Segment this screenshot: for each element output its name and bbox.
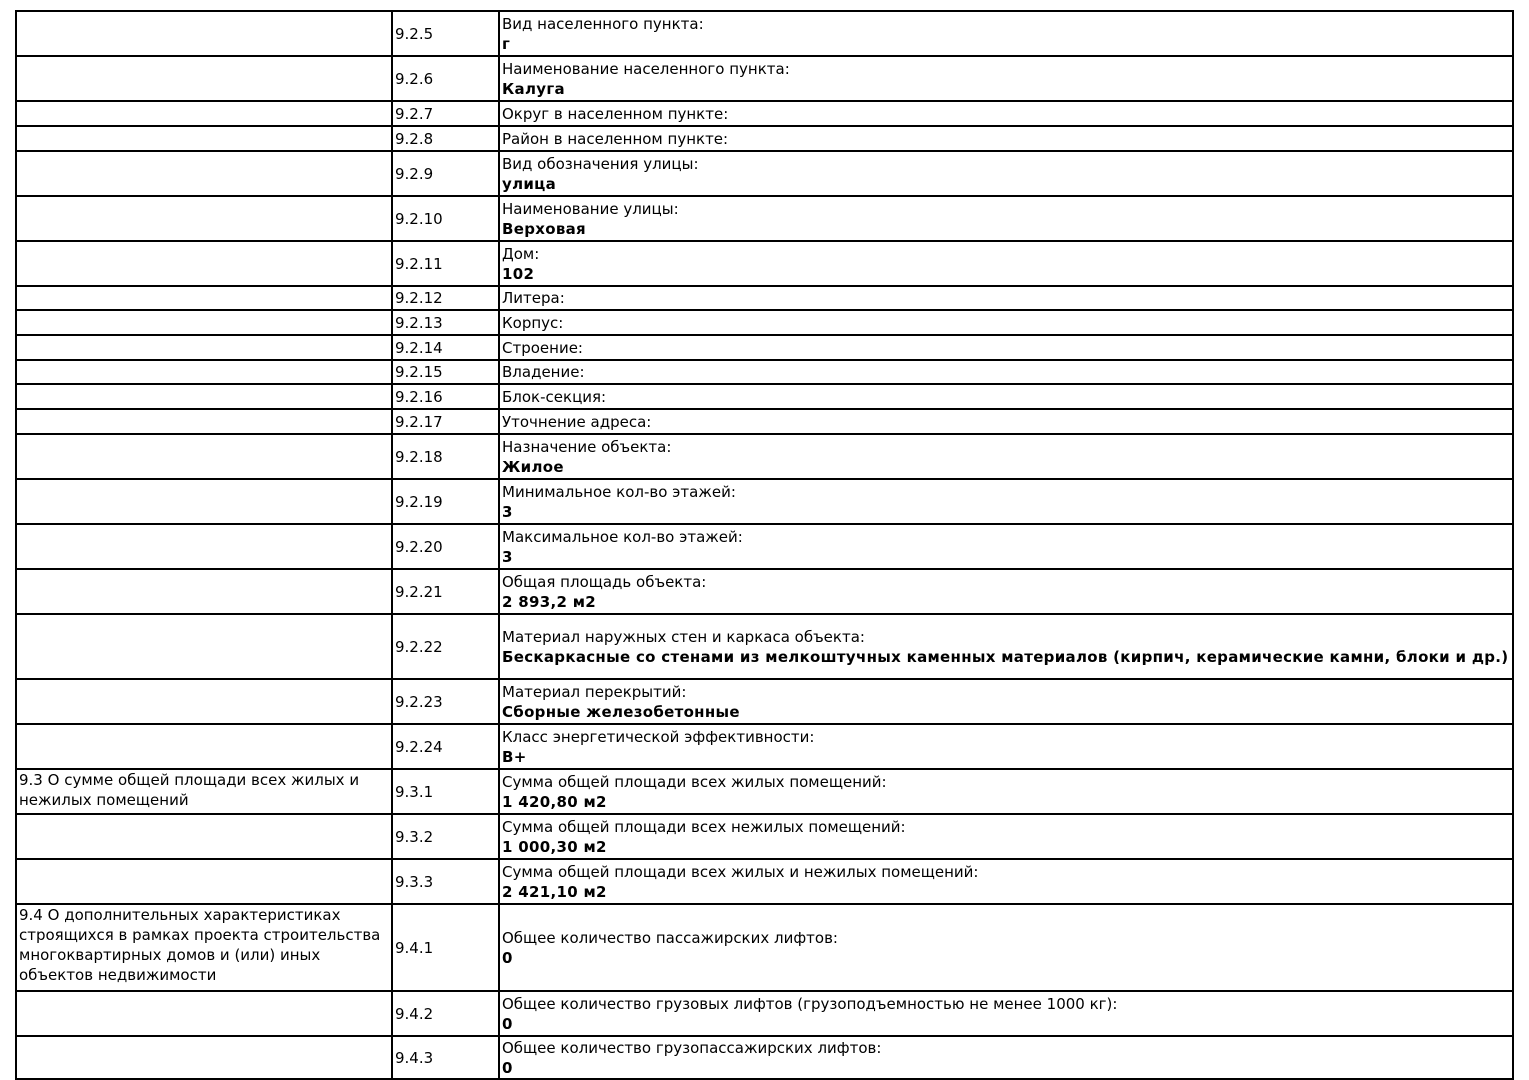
- section-cell: [16, 126, 392, 151]
- item-number: 9.3.2: [392, 814, 499, 859]
- item-label: Материал перекрытий:: [502, 682, 687, 701]
- item-number: 9.2.24: [392, 724, 499, 769]
- item-content-cell: [499, 335, 1513, 360]
- item-label: Общее количество грузовых лифтов (грузоподъемностью не менее 1000 кг):: [502, 994, 1118, 1013]
- item-content-cell: [499, 859, 1513, 904]
- item-label: Литера:: [502, 289, 565, 307]
- item-value: 2 893,2 м2: [502, 592, 597, 611]
- item-number: 9.2.9: [392, 151, 499, 196]
- item-value: 2 421,10 м2: [502, 882, 607, 901]
- section-cell: [16, 569, 392, 614]
- section-cell: [16, 196, 392, 241]
- table-row: [16, 126, 1513, 151]
- item-number: 9.4.2: [392, 991, 499, 1036]
- table-row: [16, 101, 1513, 126]
- section-cell: [16, 991, 392, 1036]
- item-label: Дом:: [502, 244, 540, 263]
- item-label: Назначение объекта:: [502, 437, 672, 456]
- item-number: 9.2.15: [392, 360, 499, 384]
- table-row: [16, 360, 1513, 384]
- item-label: Вид населенного пункта:: [502, 14, 704, 33]
- table-row: [16, 479, 1513, 524]
- section-cell: 9.3 О сумме общей площади всех жилых и нежилых помещений: [16, 769, 392, 814]
- item-value: 1 420,80 м2: [502, 792, 607, 811]
- item-content-cell: [499, 991, 1513, 1036]
- item-label: Сумма общей площади всех жилых и нежилых помещений:: [502, 862, 979, 881]
- table-row: [16, 286, 1513, 310]
- item-number: 9.2.17: [392, 409, 499, 434]
- item-content-cell: [499, 409, 1513, 434]
- item-value: Верховая: [502, 219, 586, 238]
- item-value: Калуга: [502, 79, 565, 98]
- item-label: Максимальное кол-во этажей:: [502, 527, 743, 546]
- item-content-cell: [499, 56, 1513, 101]
- section-cell: [16, 679, 392, 724]
- item-content-cell: [499, 126, 1513, 151]
- item-value: г: [502, 34, 511, 53]
- item-content-cell: [499, 679, 1513, 724]
- item-number: 9.2.21: [392, 569, 499, 614]
- item-content-cell: [499, 479, 1513, 524]
- item-value: 0: [502, 1014, 513, 1033]
- item-number: 9.2.6: [392, 56, 499, 101]
- item-number: 9.2.22: [392, 614, 499, 679]
- item-label: Минимальное кол-во этажей:: [502, 482, 736, 501]
- item-label: Уточнение адреса:: [502, 412, 652, 431]
- item-number: 9.3.1: [392, 769, 499, 814]
- item-content-cell: [499, 151, 1513, 196]
- table-row: [16, 409, 1513, 434]
- table-row: [16, 991, 1513, 1036]
- item-content-cell: [499, 904, 1513, 991]
- section-cell: [16, 384, 392, 409]
- table-row: [16, 335, 1513, 360]
- item-label: Сумма общей площади всех жилых помещений:: [502, 772, 887, 791]
- item-content-cell: [499, 310, 1513, 335]
- section-cell: [16, 335, 392, 360]
- item-label: Класс энергетической эффективности:: [502, 727, 815, 746]
- item-number: 9.2.8: [392, 126, 499, 151]
- item-label: Корпус:: [502, 313, 564, 332]
- table-row: [16, 769, 1513, 814]
- section-cell: [16, 814, 392, 859]
- item-number: 9.2.11: [392, 241, 499, 286]
- item-number: 9.2.13: [392, 310, 499, 335]
- item-label: Сумма общей площади всех нежилых помещений:: [502, 817, 906, 836]
- item-content-cell: [499, 241, 1513, 286]
- item-number: 9.2.7: [392, 101, 499, 126]
- item-value: Сборные железобетонные: [502, 702, 740, 721]
- item-content-cell: [499, 769, 1513, 814]
- item-content-cell: [499, 524, 1513, 569]
- item-number: 9.2.5: [392, 11, 499, 56]
- table-row: [16, 151, 1513, 196]
- item-content-cell: [499, 384, 1513, 409]
- table-row: [16, 524, 1513, 569]
- project-characteristics-table: [15, 10, 1514, 1080]
- section-cell: [16, 1036, 392, 1079]
- item-number: 9.2.14: [392, 335, 499, 360]
- section-cell: [16, 310, 392, 335]
- section-cell: [16, 151, 392, 196]
- item-value: 1 000,30 м2: [502, 837, 607, 856]
- item-content-cell: [499, 569, 1513, 614]
- item-number: 9.2.23: [392, 679, 499, 724]
- item-content-cell: [499, 101, 1513, 126]
- item-label: Вид обозначения улицы:: [502, 154, 699, 173]
- item-label: Блок-секция:: [502, 387, 607, 406]
- section-cell: [16, 859, 392, 904]
- table-row: [16, 569, 1513, 614]
- item-content-cell: [499, 1036, 1513, 1079]
- item-value: Жилое: [502, 457, 564, 476]
- item-value: В+: [502, 747, 527, 766]
- item-value: улица: [502, 174, 557, 193]
- item-value: 3: [502, 502, 513, 521]
- item-label: Наименование улицы:: [502, 199, 679, 218]
- item-label: Район в населенном пункте:: [502, 129, 729, 148]
- section-cell: [16, 11, 392, 56]
- table-body: [16, 11, 1513, 1079]
- table-row: [16, 310, 1513, 335]
- table-row: [16, 614, 1513, 679]
- item-number: 9.2.10: [392, 196, 499, 241]
- section-cell: [16, 434, 392, 479]
- table-row: [16, 1036, 1513, 1079]
- item-label: Общее количество пассажирских лифтов:: [502, 928, 838, 947]
- item-number: 9.2.12: [392, 286, 499, 310]
- table-row: [16, 384, 1513, 409]
- item-label: Строение:: [502, 338, 583, 357]
- section-cell: 9.4 О дополнительных характеристиках строящихся в рамках проекта строительства многоквартирных домов и (или) иных объектов недвижимости: [16, 904, 392, 991]
- item-content-cell: [499, 286, 1513, 310]
- item-number: 9.4.3: [392, 1036, 499, 1079]
- item-value: 102: [502, 264, 535, 283]
- section-cell: [16, 479, 392, 524]
- section-cell: [16, 56, 392, 101]
- item-number: 9.2.16: [392, 384, 499, 409]
- section-cell: [16, 360, 392, 384]
- section-cell: [16, 724, 392, 769]
- item-label: Общая площадь объекта:: [502, 572, 707, 591]
- item-value: Бескаркасные со стенами из мелкоштучных каменных материалов (кирпич, керамические камни, блоки и др.): [502, 647, 1509, 666]
- section-cell: [16, 101, 392, 126]
- item-value: 0: [502, 948, 513, 967]
- item-label: Общее количество грузопассажирских лифтов:: [502, 1038, 882, 1057]
- table-row: [16, 904, 1513, 991]
- table-row: [16, 434, 1513, 479]
- table-row: [16, 196, 1513, 241]
- section-cell: [16, 241, 392, 286]
- item-number: 9.4.1: [392, 904, 499, 991]
- section-cell: [16, 286, 392, 310]
- item-value: 3: [502, 547, 513, 566]
- item-label: Округ в населенном пункте:: [502, 104, 729, 123]
- item-number: 9.2.18: [392, 434, 499, 479]
- table-row: [16, 859, 1513, 904]
- item-number: 9.3.3: [392, 859, 499, 904]
- item-content-cell: [499, 196, 1513, 241]
- item-content-cell: [499, 11, 1513, 56]
- item-content-cell: [499, 814, 1513, 859]
- table-row: [16, 241, 1513, 286]
- item-number: 9.2.20: [392, 524, 499, 569]
- item-content-cell: [499, 360, 1513, 384]
- table-row: [16, 11, 1513, 56]
- item-content-cell: [499, 614, 1513, 679]
- item-value: 0: [502, 1058, 513, 1077]
- section-cell: [16, 614, 392, 679]
- item-number: 9.2.19: [392, 479, 499, 524]
- table-row: [16, 679, 1513, 724]
- table-row: [16, 814, 1513, 859]
- section-cell: [16, 409, 392, 434]
- item-label: Материал наружных стен и каркаса объекта:: [502, 627, 865, 646]
- section-cell: [16, 524, 392, 569]
- table-row: [16, 724, 1513, 769]
- item-label: Наименование населенного пункта:: [502, 59, 790, 78]
- item-content-cell: [499, 434, 1513, 479]
- table-row: [16, 56, 1513, 101]
- item-label: Владение:: [502, 363, 585, 381]
- item-content-cell: [499, 724, 1513, 769]
